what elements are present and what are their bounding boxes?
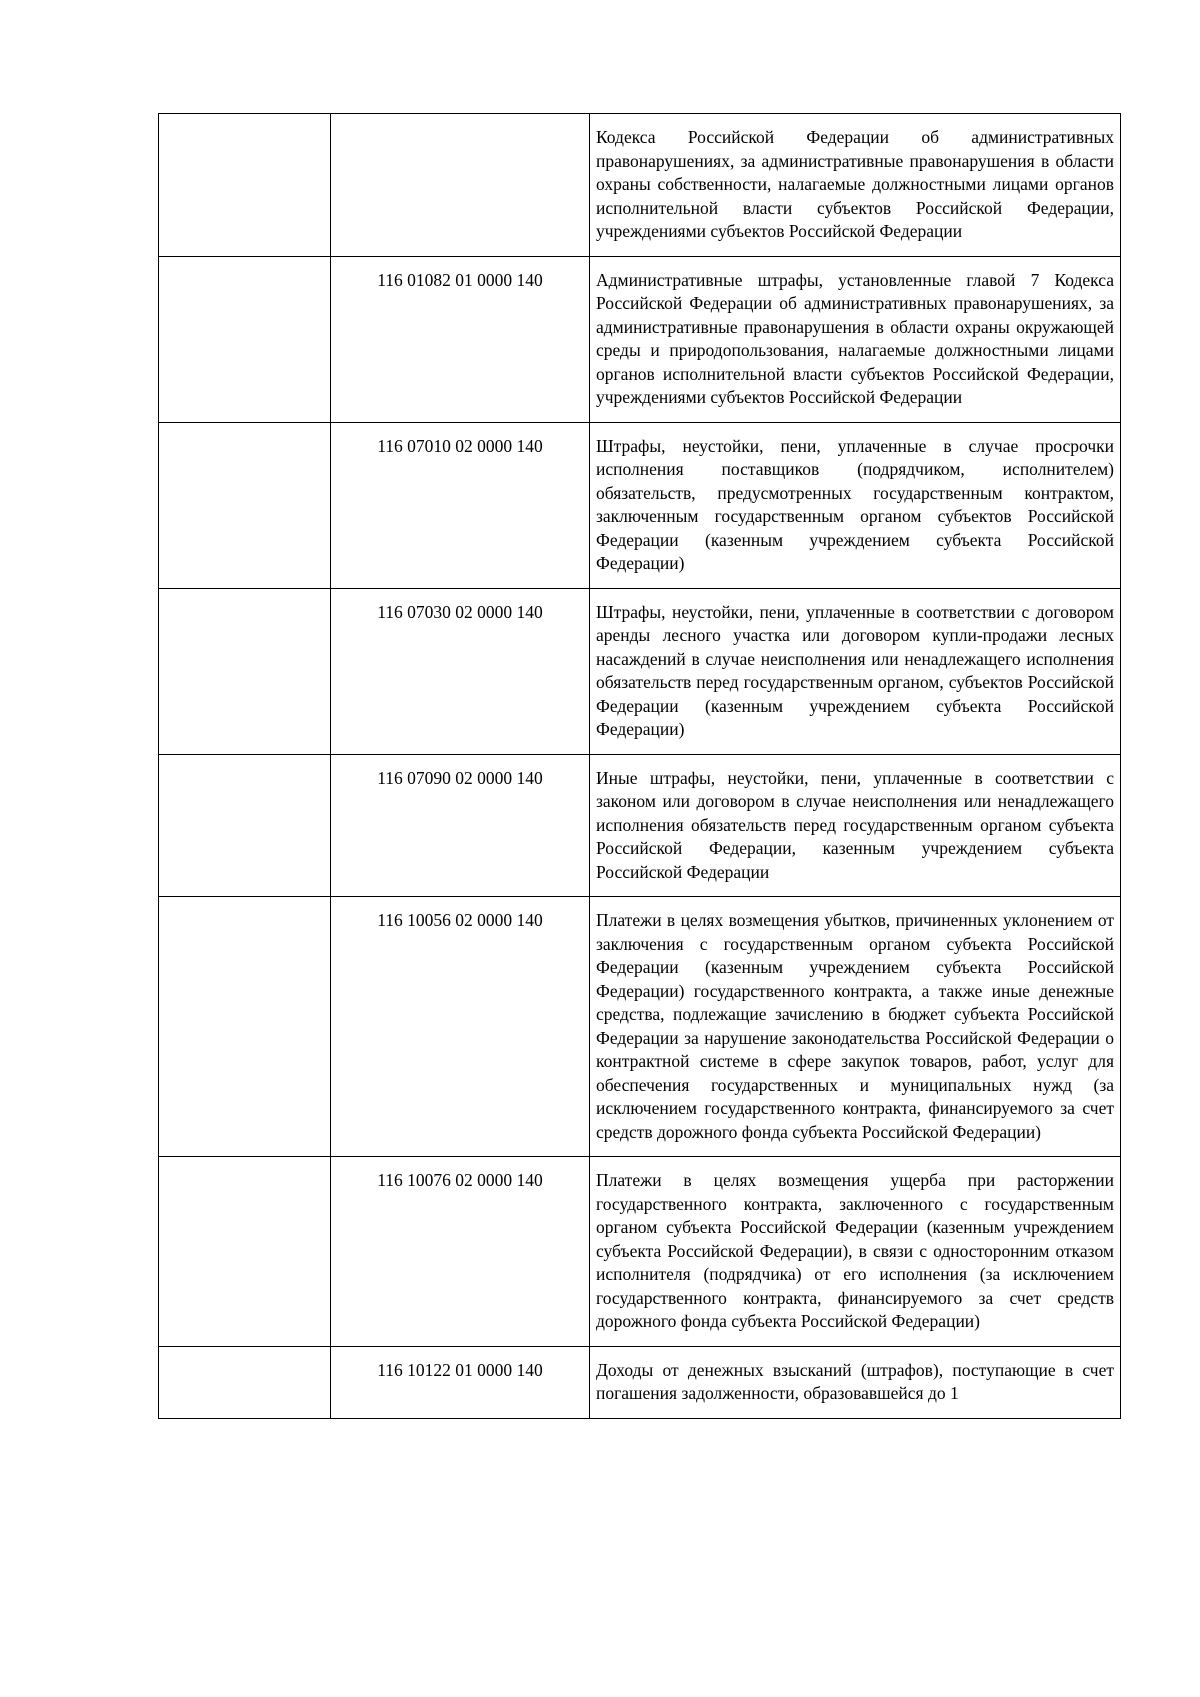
- table-cell-empty: [159, 114, 331, 257]
- table-row: [159, 1157, 1121, 1347]
- table-row: [159, 256, 1121, 422]
- table-cell-empty: [159, 588, 331, 754]
- revenue-description-cell: Иные штрафы, неустойки, пени, уплаченные в соответствии с законом или договором в случае неисполнения или ненадлежащего исполнения обязательств перед государственным органом субъекта Российской Федерации, казенным учреждением субъекта Российской Федерации: [590, 754, 1121, 897]
- table-row: [159, 114, 1121, 257]
- revenue-description-cell: Платежи в целях возмещения убытков, причиненных уклонением от заключения с государственным органом субъекта Российской Федерации (казенным учреждением субъекта Российской Федерации) государственного контракта, а также иные денежные средства, подлежащие зачислению в бюджет субъекта Российской Федерации за нарушение законодательства Российской Федерации о контрактной системе в сфере закупок товаров, работ, услуг для обеспечения государственных и муниципальных нужд (за исключением государственного контракта, финансируемого за счет средств дорожного фонда субъекта Российской Федерации): [590, 897, 1121, 1157]
- table-cell-empty: [159, 754, 331, 897]
- budget-code-cell: 116 07090 02 0000 140: [331, 754, 590, 897]
- table-row: [159, 897, 1121, 1157]
- table-cell-empty: [159, 1346, 331, 1418]
- revenue-codes-table: [158, 113, 1121, 1419]
- budget-code-cell: [331, 114, 590, 257]
- budget-code-cell: 116 01082 01 0000 140: [331, 256, 590, 422]
- table-row: [159, 588, 1121, 754]
- revenue-description-cell: Платежи в целях возмещения ущерба при расторжении государственного контракта, заключенного с государственным органом субъекта Российской Федерации (казенным учреждением субъекта Российской Федерации), в связи с односторонним отказом исполнителя (подрядчика) от его исполнения (за исключением государственного контракта, финансируемого за счет средств дорожного фонда субъекта Российской Федерации): [590, 1157, 1121, 1347]
- budget-code-cell: 116 10056 02 0000 140: [331, 897, 590, 1157]
- table-cell-empty: [159, 422, 331, 588]
- budget-code-cell: 116 07030 02 0000 140: [331, 588, 590, 754]
- budget-code-cell: 116 07010 02 0000 140: [331, 422, 590, 588]
- revenue-description-cell: Кодекса Российской Федерации об административных правонарушениях, за административные правонарушения в области охраны собственности, налагаемые должностными лицами органов исполнительной власти субъектов Российской Федерации, учреждениями субъектов Российской Федерации: [590, 114, 1121, 257]
- table-row: [159, 754, 1121, 897]
- revenue-description-cell: Штрафы, неустойки, пени, уплаченные в случае просрочки исполнения поставщиков (подрядчиком, исполнителем) обязательств, предусмотренных государственным контрактом, заключенным государственным органом субъектов Российской Федерации (казенным учреждением субъекта Российской Федерации): [590, 422, 1121, 588]
- revenue-description-cell: Штрафы, неустойки, пени, уплаченные в соответствии с договором аренды лесного участка или договором купли-продажи лесных насаждений в случае неисполнения или ненадлежащего исполнения обязательств перед государственным органом, субъектов Российской Федерации (казенным учреждением субъекта Российской Федерации): [590, 588, 1121, 754]
- budget-code-cell: 116 10122 01 0000 140: [331, 1346, 590, 1418]
- table-cell-empty: [159, 897, 331, 1157]
- revenue-description-cell: Доходы от денежных взысканий (штрафов), поступающие в счет погашения задолженности, образовавшейся до 1: [590, 1346, 1121, 1418]
- table-cell-empty: [159, 1157, 331, 1347]
- table-cell-empty: [159, 256, 331, 422]
- budget-code-cell: 116 10076 02 0000 140: [331, 1157, 590, 1347]
- table-row: [159, 422, 1121, 588]
- table-row: [159, 1346, 1121, 1418]
- revenue-description-cell: Административные штрафы, установленные главой 7 Кодекса Российской Федерации об административных правонарушениях, за административные правонарушения в области охраны окружающей среды и природопользования, налагаемые должностными лицами органов исполнительной власти субъектов Российской Федерации, учреждениями субъектов Российской Федерации: [590, 256, 1121, 422]
